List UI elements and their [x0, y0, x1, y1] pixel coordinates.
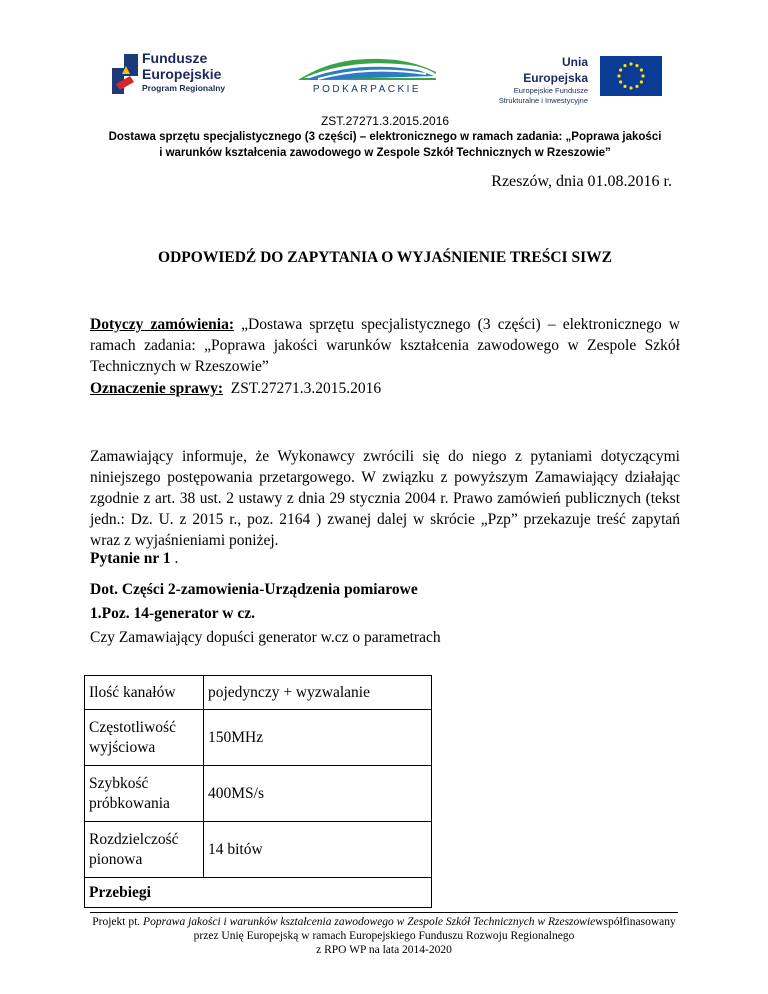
dotyczy-paragraph — [90, 314, 680, 377]
info-paragraph: Zamawiający informuje, że Wykonawcy zwrócili się do niego z pytaniami dotyczącymi niniejszego postępowania przetargowego. W związku z powyższym Zamawiający działając zgodnie z art. 38 ust. 2 ustawy z dnia 29 stycznia 2004 r. Prawo zamówień publicznych (tekst jedn.: Dz. U. z 2015 r., poz. 2164 ) zwanej dalej w skrócie „Pzp” przekazuje treść zapytań wraz z wyjaśnieniami poniżej. — [90, 448, 680, 549]
footer-cofinancing: współfinasowany przez Unię Europejską w ramach Europejskiego Funduszu Rozwoju Regionalnego — [193, 916, 676, 942]
footer-prefix: Projekt pt. — [92, 916, 144, 928]
table-cell-value: 150MHz — [204, 710, 432, 766]
dotyczy-label: Dotyczy zamówienia: — [90, 316, 234, 333]
table-cell-value: pojedynczy + wyzwalanie — [204, 676, 432, 710]
table-cell-param: Rozdzielczość pionowa — [85, 822, 204, 878]
header-reference: ZST.27271.3.2015.2016 — [320, 114, 450, 128]
podkarpackie-logo — [296, 52, 438, 96]
fe-line2: Europejskie — [142, 66, 222, 82]
unia-europejska-logo — [496, 54, 662, 105]
table-cell-param: Szybkość próbkowania — [85, 766, 204, 822]
footer-project-title: Poprawa jakości i warunków kształcenia zawodowego w Zespole Szkół Technicznych w Rzeszowie — [143, 916, 596, 928]
oznaczenie-paragraph — [90, 378, 680, 399]
table-cell-param: Częstotliwość wyjściowa — [85, 710, 204, 766]
fe-line3: Program Regionalny — [142, 83, 226, 93]
document-title: ODPOWIEDŹ DO ZAPYTANIA O WYJAŚNIENIE TREŚCI SIWZ — [158, 249, 612, 266]
dotyczy-text: „Dostawa sprzętu specjalistycznego (3 części) – elektronicznego w ramach zadania: „Poprawa jakości warunków kształcenia zawodowego w Zespole Szkół Technicznych w Rzeszowie” — [90, 316, 681, 375]
oznaczenie-value: ZST.27271.3.2015.2016 — [223, 380, 382, 397]
fundusze-europejskie-logo — [108, 50, 258, 98]
question-suffix: . — [170, 550, 179, 567]
header-subject-line1: Dostawa sprzętu specjalistycznego (3 części) – elektronicznego w ramach zadania: „Poprawa jakości — [108, 131, 662, 143]
ue-line2: Strukturalne i Inwestycyjne — [498, 96, 588, 105]
table-cell-value: 14 bitów — [204, 822, 432, 878]
podkarpackie-hills-icon — [296, 52, 438, 82]
eu-flag-icon — [600, 56, 662, 96]
podkarpackie-name: PODKARPACKIE — [312, 84, 422, 95]
page-footer — [90, 915, 678, 957]
question-heading — [90, 548, 680, 569]
table-row — [85, 822, 432, 878]
table-row — [85, 878, 432, 908]
ue-title: Unia Europejska — [523, 55, 588, 85]
position-reference: 1.Poz. 14-generator w cz. — [90, 605, 255, 622]
document-date: Rzeszów, dnia 01.08.2016 r. — [491, 173, 672, 190]
fe-emblem-icon — [108, 54, 140, 94]
table-cell-value: 400MS/s — [204, 766, 432, 822]
table-row — [85, 766, 432, 822]
ue-line1: Europejskie Fundusze — [513, 86, 588, 95]
table-cell-param: Ilość kanałów — [85, 676, 204, 710]
footer-divider — [90, 912, 678, 913]
question-label: Pytanie nr 1 — [90, 550, 171, 567]
fe-line1: Fundusze — [142, 50, 208, 66]
document-header — [90, 113, 680, 161]
table-cell-merged: Przebiegi — [85, 878, 432, 908]
section-reference: Dot. Części 2-zamowienia-Urządzenia pomiarowe — [90, 581, 418, 598]
table-row — [85, 676, 432, 710]
footer-program: z RPO WP na lata 2014-2020 — [316, 944, 452, 956]
question-text: Czy Zamawiający dopuści generator w.cz o parametrach — [90, 629, 441, 646]
oznaczenie-label: Oznaczenie sprawy: — [90, 380, 224, 397]
parameters-table — [84, 675, 432, 908]
table-row — [85, 710, 432, 766]
header-subject-line2: i warunków kształcenia zawodowego w Zespole Szkół Technicznych w Rzeszowie” — [159, 147, 611, 159]
